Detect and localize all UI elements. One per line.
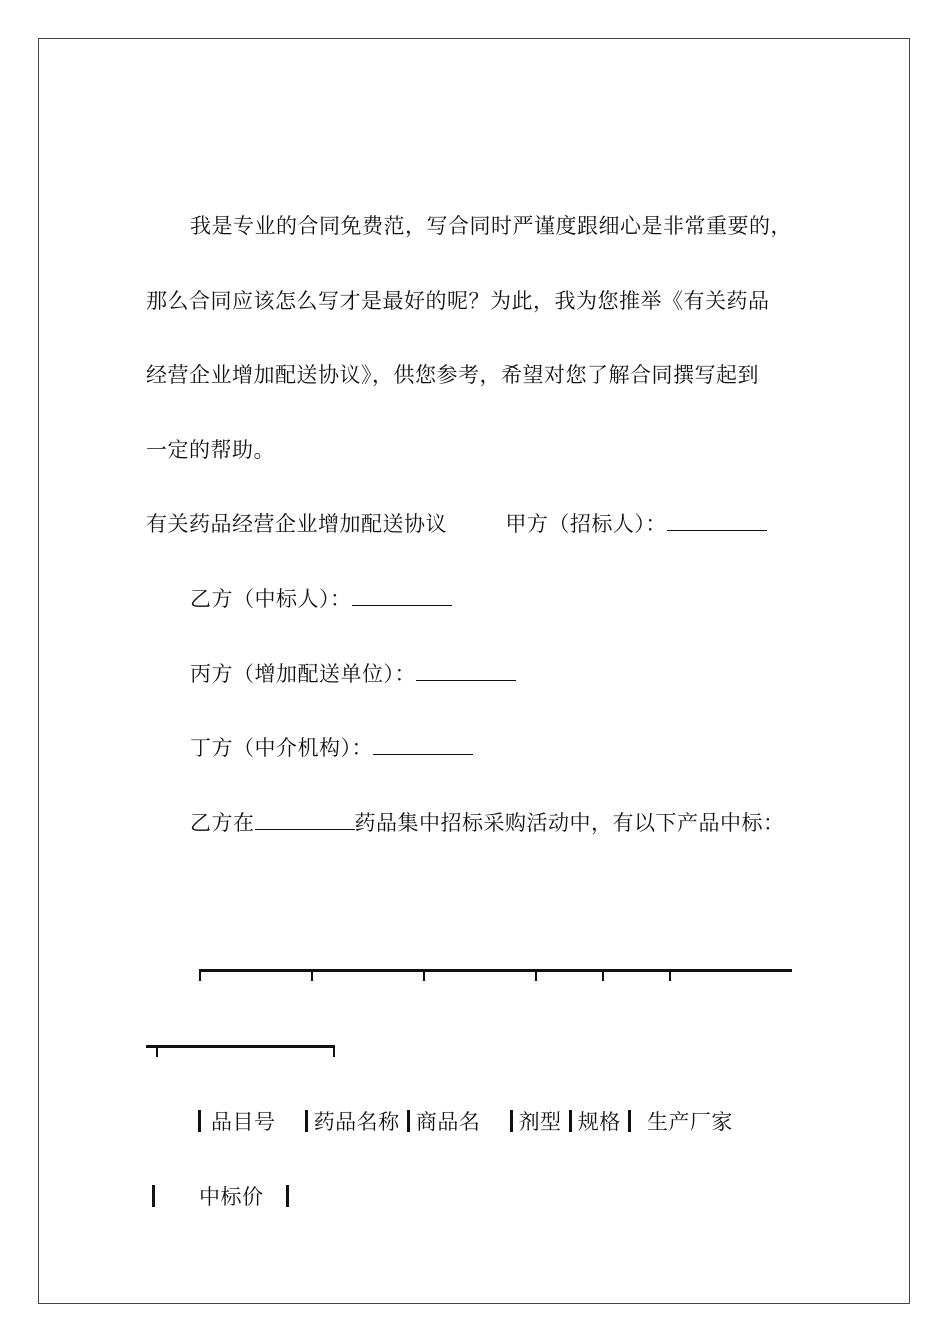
table-header-row-cont: [152, 1183, 289, 1211]
table-corner-tick: [333, 1045, 335, 1057]
table-header-cell: 生产厂家: [646, 1110, 733, 1134]
party-a-blank: [667, 510, 767, 531]
table-header-cell: 规格: [577, 1110, 621, 1134]
table-top-border: [199, 969, 792, 972]
table-divider: [305, 1110, 308, 1132]
party-c-blank: [416, 660, 516, 681]
table-divider: [569, 1110, 572, 1132]
table-divider: [628, 1110, 631, 1132]
table-header-cell: 药品名称: [313, 1110, 400, 1134]
table-top-border-cont: [146, 1045, 335, 1048]
table-col-tick: [535, 969, 537, 981]
table-header-cell: 中标价: [199, 1185, 264, 1209]
table-divider: [152, 1185, 155, 1207]
table-header-cell: 品目号: [211, 1110, 276, 1134]
party-b-label: 乙方（中标人）：: [190, 587, 352, 611]
table-divider: [407, 1110, 410, 1132]
table-col-tick: [311, 969, 313, 981]
intro-line-4: 一定的帮助。: [146, 438, 275, 462]
party-d-label: 丁方（中介机构）：: [190, 736, 373, 760]
intro-line-1: 我是专业的合同免费范，写合同时严谨度跟细心是非常重要的，: [190, 214, 792, 238]
party-c-row: [190, 660, 516, 688]
agreement-title: 有关药品经营企业增加配送协议: [146, 512, 447, 536]
table-header-cell: 剂型: [518, 1110, 562, 1134]
statement-blank: [255, 809, 355, 830]
agreement-title-row: [146, 510, 767, 538]
party-c-label: 丙方（增加配送单位）：: [190, 662, 416, 686]
table-col-tick: [669, 969, 671, 981]
table-divider: [286, 1185, 289, 1207]
table-col-tick: [156, 1045, 158, 1057]
party-d-blank: [373, 734, 473, 755]
intro-line-3: 经营企业增加配送协议》，供您参考，希望对您了解合同撰写起到: [146, 363, 759, 387]
table-header-row: [198, 1108, 733, 1136]
table-divider: [198, 1110, 201, 1132]
table-col-tick: [423, 969, 425, 981]
table-header-cell: 商品名: [415, 1110, 481, 1134]
intro-line-2: 那么合同应该怎么写才是最好的呢？为此，我为您推举《有关药品: [146, 289, 770, 313]
table-divider: [510, 1110, 513, 1132]
party-b-blank: [352, 585, 452, 606]
party-a-label: 甲方（招标人）：: [505, 512, 667, 536]
statement-row: [190, 809, 785, 837]
party-b-row: [190, 585, 452, 613]
party-d-row: [190, 734, 473, 762]
statement-suffix: 药品集中招标采购活动中，有以下产品中标：: [354, 811, 785, 835]
statement-prefix: 乙方在: [190, 811, 255, 835]
table-corner-tick: [199, 969, 201, 981]
table-col-tick: [602, 969, 604, 981]
